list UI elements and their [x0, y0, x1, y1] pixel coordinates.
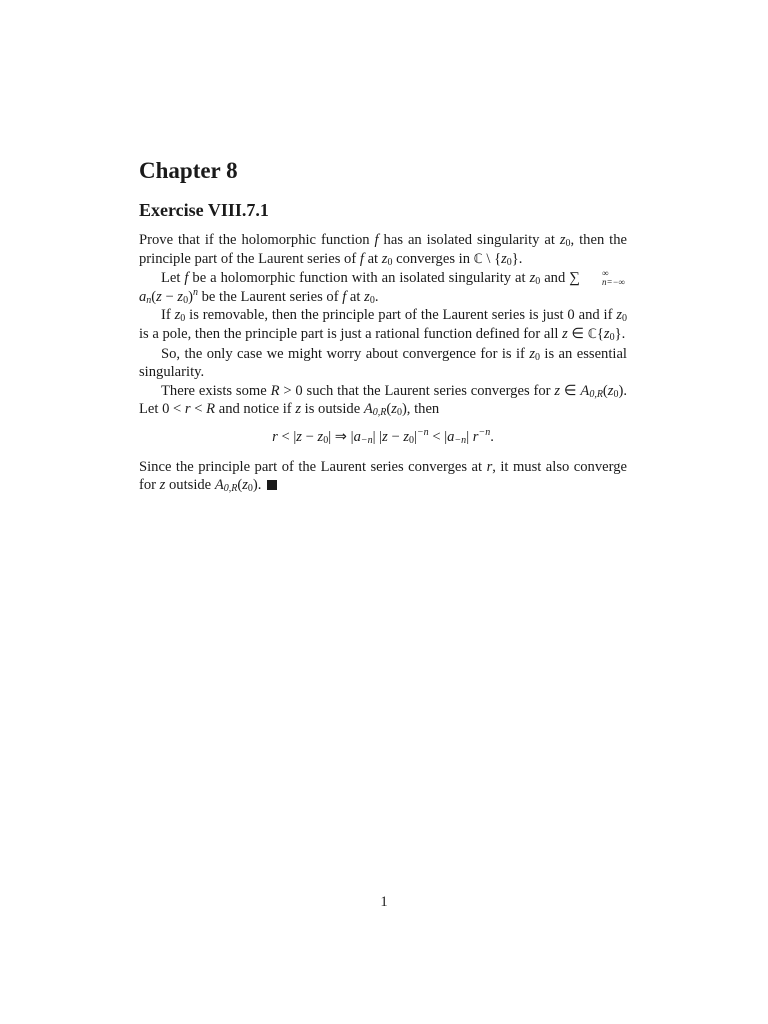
section-title: Exercise VIII.7.1 — [139, 200, 269, 220]
display-inequality: $r < |z - z_0|$ ⇒ |a−n| $|z - z_0|^{-n} < |a-n|$ $r^{-n}$. — [272, 426, 494, 446]
proof-paragraph-annulus: There exists some R > 0 such that the Laurent series converges for z ∈ $A0,R(z_0)$. Let 0 < r < R and notice if z is outside $A0,R(z_0)$, then — [139, 382, 627, 419]
proof-paragraph-removable-pole: If $z_0$ is removable, then the principle part of the Laurent series is just 0 and if $z_0$ is a pole, then the principle part is just a rational function defined for all z ∈ $ℂ\{z_0\}$. — [139, 307, 627, 343]
proof-paragraph-essential: So, the only case we might worry about convergence for is if $z_0$ is an essential singularity. — [139, 345, 627, 381]
qed-square-icon — [267, 480, 277, 490]
exercise-statement: Prove that if the holomorphic function f has an isolated singularity at $z_0$, then the principle part of the Laurent series of f at $z_0$ converges in ℂ \ $\{z_0\}$. — [139, 232, 628, 268]
proof-paragraph-setup: Let f be a holomorphic function with an isolated singularity at $z_0$ and ∑ ∞ n=−∞ $an(z - z_0)^n$ be the Laurent series of f at $z_0$. — [139, 268, 625, 306]
document-body — [139, 231, 627, 495]
chapter-title: Chapter 8 — [139, 158, 238, 183]
page-number: 1 — [380, 894, 388, 910]
proof-conclusion: Since the principle part of the Laurent series converges at r, it must also converge for z outside $A0,R(z_0)$. — [139, 458, 628, 495]
